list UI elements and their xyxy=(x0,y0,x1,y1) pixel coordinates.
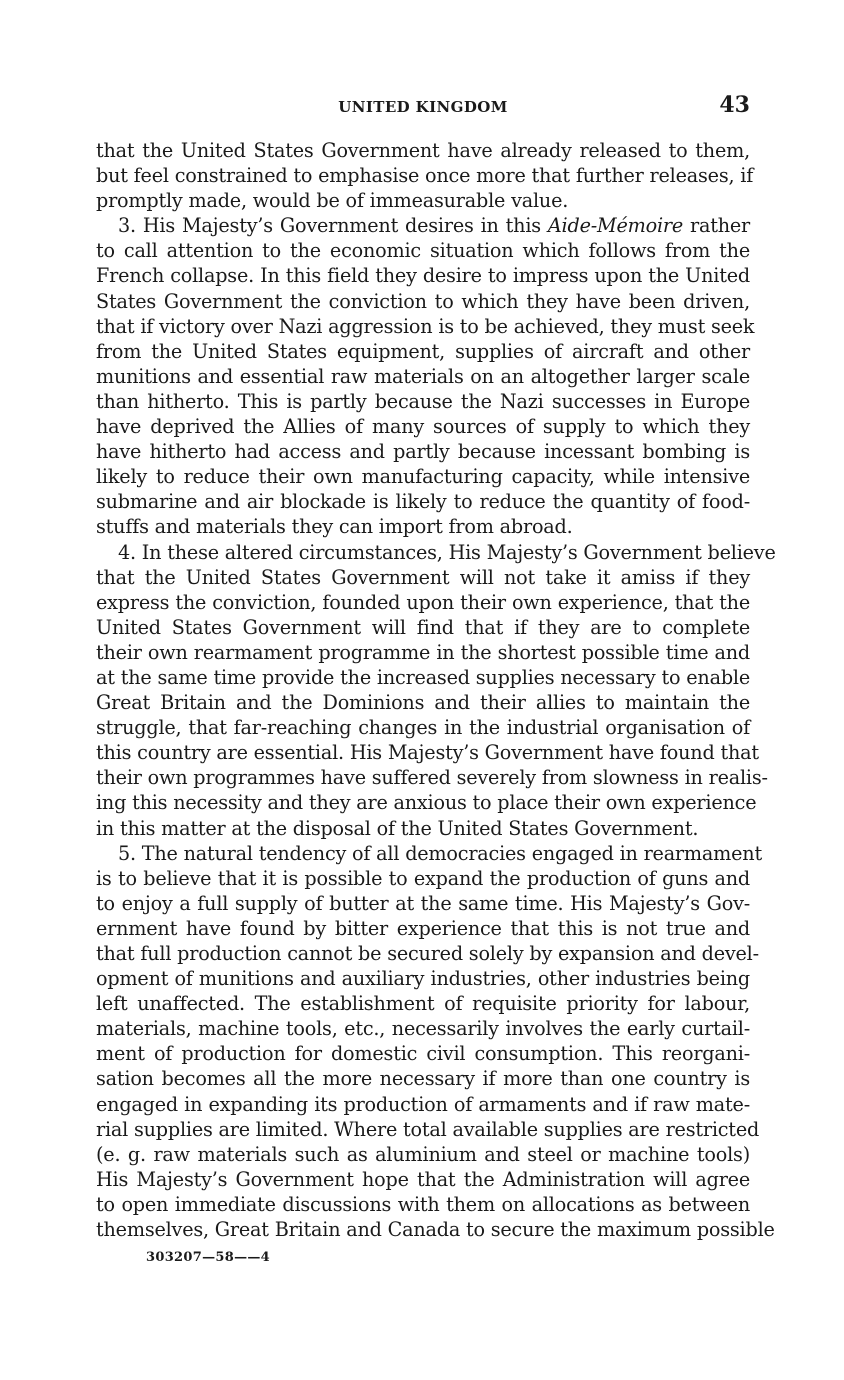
text-line: ing this necessity and they are anxious to place their own experience xyxy=(96,791,757,815)
text-line: States Government the conviction to which they have been driven, xyxy=(96,289,750,313)
text-segment: 3. His Majesty’s Government desires in this xyxy=(118,214,548,238)
running-header xyxy=(96,92,750,122)
text-line: their own programmes have suffered severely from slowness in realis- xyxy=(96,766,768,790)
text-line: is to believe that it is possible to expand the production of guns and xyxy=(96,866,750,890)
text-line: have hitherto had access and partly because incessant bombing is xyxy=(96,440,750,464)
text-line: in this matter at the disposal of the United States Government. xyxy=(96,816,699,840)
text-line: 5. The natural tendency of all democracies engaged in rearmament xyxy=(118,841,762,865)
text-line: French collapse. In this field they desire to impress upon the United xyxy=(96,264,750,288)
text-line: submarine and air blockade is likely to reduce the quantity of food- xyxy=(96,490,750,514)
text-line: their own rearmament programme in the shortest possible time and xyxy=(96,640,750,664)
text-line: (e. g. raw materials such as aluminium and steel or machine tools) xyxy=(96,1142,750,1166)
text-line: His Majesty’s Government hope that the Administration will agree xyxy=(96,1167,750,1191)
paragraph-3 xyxy=(96,213,755,539)
paragraph-5 xyxy=(96,841,775,1243)
text-line: to enjoy a full supply of butter at the same time. His Majesty’s Gov- xyxy=(96,891,750,915)
text-line: to open immediate discussions with them on allocations as between xyxy=(96,1192,750,1216)
text-line: than hitherto. This is partly because the Nazi successes in Europe xyxy=(96,389,750,413)
text-line: this country are essential. His Majesty’s Government have found that xyxy=(96,741,759,765)
text-line: opment of munitions and auxiliary industries, other industries being xyxy=(96,967,750,991)
text-line: at the same time provide the increased supplies necessary to enable xyxy=(96,665,750,689)
text-line: that full production cannot be secured solely by expansion and devel- xyxy=(96,942,759,965)
text-line: promptly made, would be of immeasurable value. xyxy=(96,189,569,213)
text-line: Great Britain and the Dominions and their allies to maintain the xyxy=(96,691,750,715)
text-line: from the United States equipment, supplies of aircraft and other xyxy=(96,339,750,363)
running-title: UNITED KINGDOM xyxy=(338,98,508,116)
text-line: that if victory over Nazi aggression is to be achieved, they must seek xyxy=(96,314,755,338)
printer-code: 303207—58——4 xyxy=(146,1250,271,1265)
text-line: 4. In these altered circumstances, His Majesty’s Government believe xyxy=(118,540,776,564)
page-number: 43 xyxy=(719,92,750,118)
text-line: that the United States Government will not take it amiss if they xyxy=(96,565,750,589)
text-line: United States Government will find that if they are to complete xyxy=(96,615,750,639)
text-line: left unaffected. The establishment of requisite priority for labour, xyxy=(96,992,750,1016)
text-line: engaged in expanding its production of armaments and if raw mate- xyxy=(96,1092,750,1116)
text-line xyxy=(96,213,750,238)
paragraph-continued xyxy=(96,138,754,213)
text-line: that the United States Government have already released to them, xyxy=(96,139,750,162)
text-line: struggle, that far-reaching changes in the industrial organisation of xyxy=(96,716,750,740)
text-line: sation becomes all the more necessary if more than one country is xyxy=(96,1067,750,1091)
text-line: have deprived the Allies of many sources of supply to which they xyxy=(96,415,750,439)
text-segment: rather xyxy=(683,214,751,238)
text-line: to call attention to the economic situation which follows from the xyxy=(96,239,750,263)
text-line: materials, machine tools, etc., necessarily involves the early curtail- xyxy=(96,1017,750,1041)
text-line: themselves, Great Britain and Canada to secure the maximum possible xyxy=(96,1218,775,1242)
text-line: ment of production for domestic civil consumption. This reorgani- xyxy=(96,1042,750,1066)
text-line: munitions and essential raw materials on an altogether larger scale xyxy=(96,364,750,388)
text-line: likely to reduce their own manufacturing capacity, while intensive xyxy=(96,465,750,489)
text-line: express the conviction, founded upon their own experience, that the xyxy=(96,590,750,614)
document-body xyxy=(96,138,776,1242)
text-line: ernment have found by bitter experience that this is not true and xyxy=(96,916,750,940)
text-line: but feel constrained to emphasise once more that further releases, if xyxy=(96,164,754,188)
paragraph-4 xyxy=(96,540,776,841)
text-line: rial supplies are limited. Where total available supplies are restricted xyxy=(96,1117,760,1141)
italic-term: Aide-Mémoire xyxy=(547,214,684,238)
text-line: stuffs and materials they can import from abroad. xyxy=(96,515,573,539)
